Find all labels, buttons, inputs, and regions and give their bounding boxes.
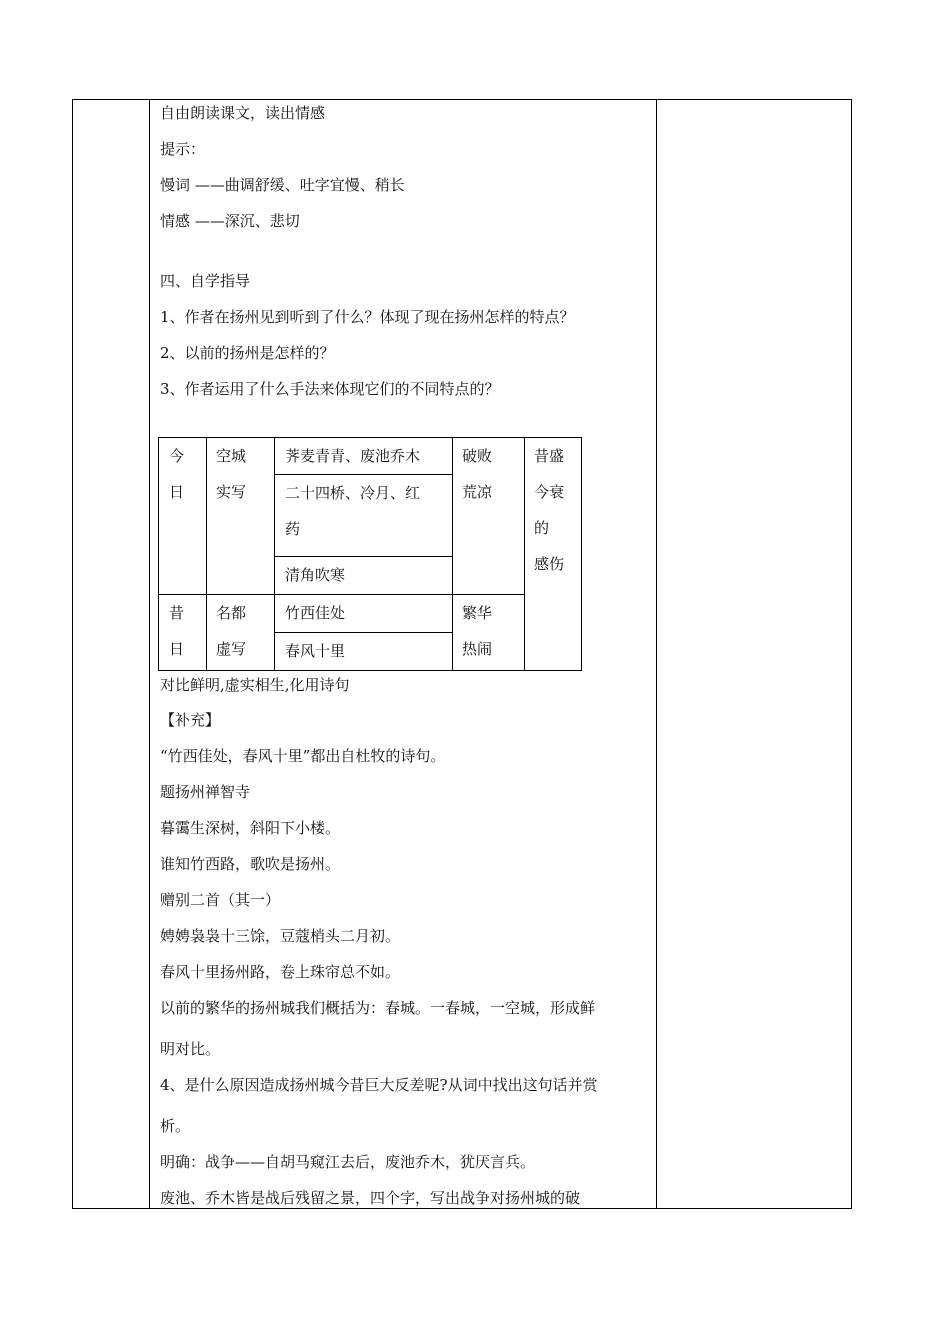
question-4: 4、是什么原因造成扬州城今昔巨大反差呢?从词中找出这句话并赏: [160, 1076, 598, 1094]
poem-line: 谁知竹西路，歌吹是扬州。: [160, 855, 341, 873]
text-line: “竹西佳处，春风十里”都出自杜牧的诗句。: [160, 747, 446, 765]
cell-emotion: 昔盛 今衰 的 感伤: [525, 438, 582, 671]
comparison-table: [158, 437, 582, 671]
supplement-heading: 【补充】: [160, 711, 221, 729]
text-line: 析。: [160, 1117, 191, 1135]
cell-past-feeling: 繁华 热闹: [453, 595, 525, 671]
poem-title: 赠别二首（其一）: [160, 891, 281, 909]
cell-scene-4: 竹西佳处: [275, 595, 453, 633]
text-line: 情感 ——深沉、悲切: [160, 212, 300, 230]
poem-line: 暮霭生深树，斜阳下小楼。: [160, 819, 341, 837]
text-line: 慢词 ——曲调舒缓、吐字宜慢、稍长: [160, 176, 405, 194]
column-divider-left: [149, 100, 150, 1208]
text-line: 以前的繁华的扬州城我们概括为：春城。一春城，一空城，形成鲜: [160, 999, 596, 1017]
answer-line: 明确：战争——自胡马窥江去后，废池乔木，犹厌言兵。: [160, 1153, 536, 1171]
text-line: 对比鲜明,虚实相生,化用诗句: [160, 676, 350, 694]
column-divider-right: [656, 100, 657, 1208]
cell-today: 今 日: [159, 438, 207, 595]
question-3: 3、作者运用了什么手法来体现它们的不同特点的？: [160, 380, 500, 398]
cell-scene-5: 春风十里: [275, 633, 453, 671]
cell-today-feeling: 破败 荒凉: [453, 438, 525, 595]
poem-title: 题扬州禅智寺: [160, 783, 251, 801]
cell-scene-1: 荠麦青青、废池乔木: [275, 438, 453, 475]
text-line: 废池、乔木皆是战后残留之景，四个字，写出战争对扬州城的破: [160, 1189, 581, 1207]
text-line: 提示：: [160, 140, 206, 158]
cell-scene-2: 二十四桥、冷月、红 药: [275, 475, 453, 557]
poem-line: 娉娉袅袅十三馀，豆蔻梢头二月初。: [160, 927, 401, 945]
question-2: 2、以前的扬州是怎样的？: [160, 344, 335, 362]
section-heading: 四、自学指导: [160, 272, 251, 290]
text-line: 自由朗读课文，读出情感: [160, 104, 326, 122]
poem-line: 春风十里扬州路，卷上珠帘总不如。: [160, 963, 401, 981]
cell-past-type: 名都 虚写: [207, 595, 275, 671]
cell-today-type: 空城 实写: [207, 438, 275, 595]
question-1: 1、作者在扬州见到听到了什么？体现了现在扬州怎样的特点？: [160, 308, 575, 326]
cell-scene-3: 清角吹寒: [275, 557, 453, 595]
cell-past: 昔 日: [159, 595, 207, 671]
text-line: 明对比。: [160, 1040, 221, 1058]
